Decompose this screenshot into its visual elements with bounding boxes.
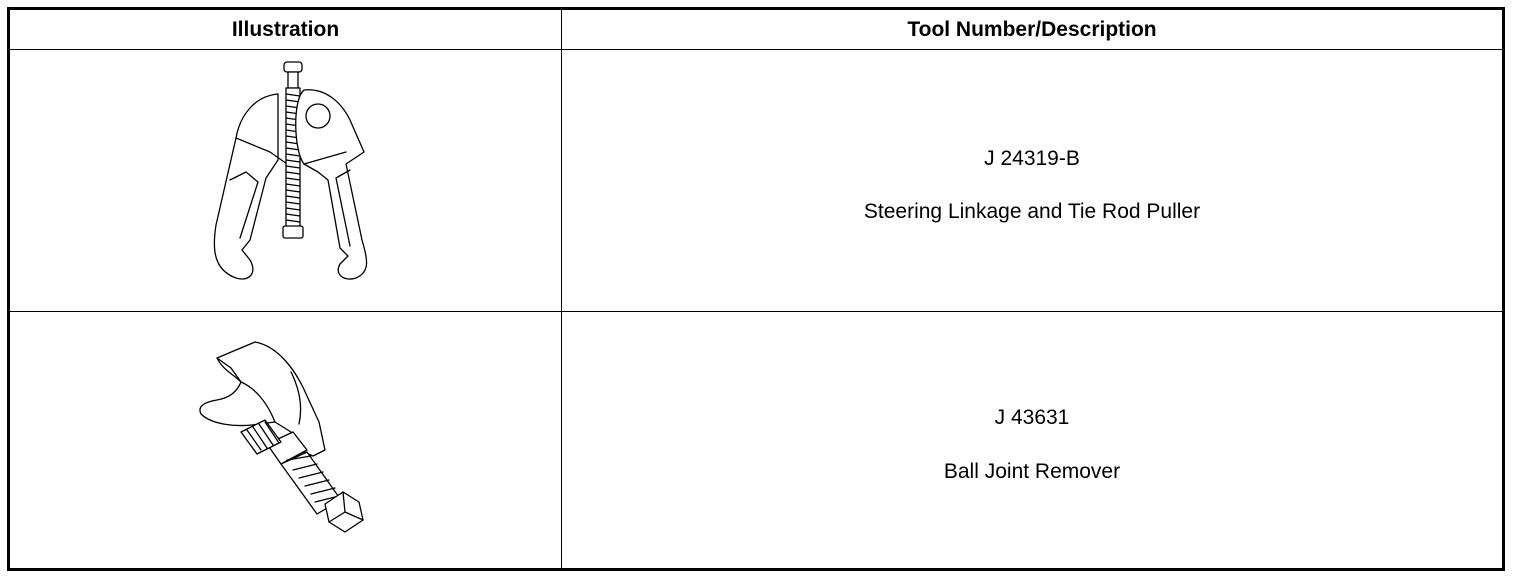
table-row [10, 50, 1502, 312]
ball-joint-remover-icon [195, 332, 375, 537]
table-header-row [10, 10, 1502, 50]
header-cell-tool [562, 10, 1502, 49]
column-header-tool: Tool Number/Description [907, 18, 1157, 41]
header-cell-illustration [10, 10, 562, 49]
tool-cell [562, 312, 1502, 568]
tool-number: J 43631 [994, 406, 1070, 429]
tool-description: Steering Linkage and Tie Rod Puller [863, 200, 1201, 223]
steering-linkage-puller-icon [200, 60, 390, 285]
illustration-cell [10, 50, 562, 311]
tool-number: J 24319-B [984, 147, 1080, 170]
column-header-illustration: Illustration [231, 18, 340, 41]
tool-description: Ball Joint Remover [943, 460, 1121, 483]
table-row [10, 312, 1502, 568]
tool-cell [562, 50, 1502, 311]
tool-table [7, 7, 1505, 571]
illustration-cell [10, 312, 562, 568]
